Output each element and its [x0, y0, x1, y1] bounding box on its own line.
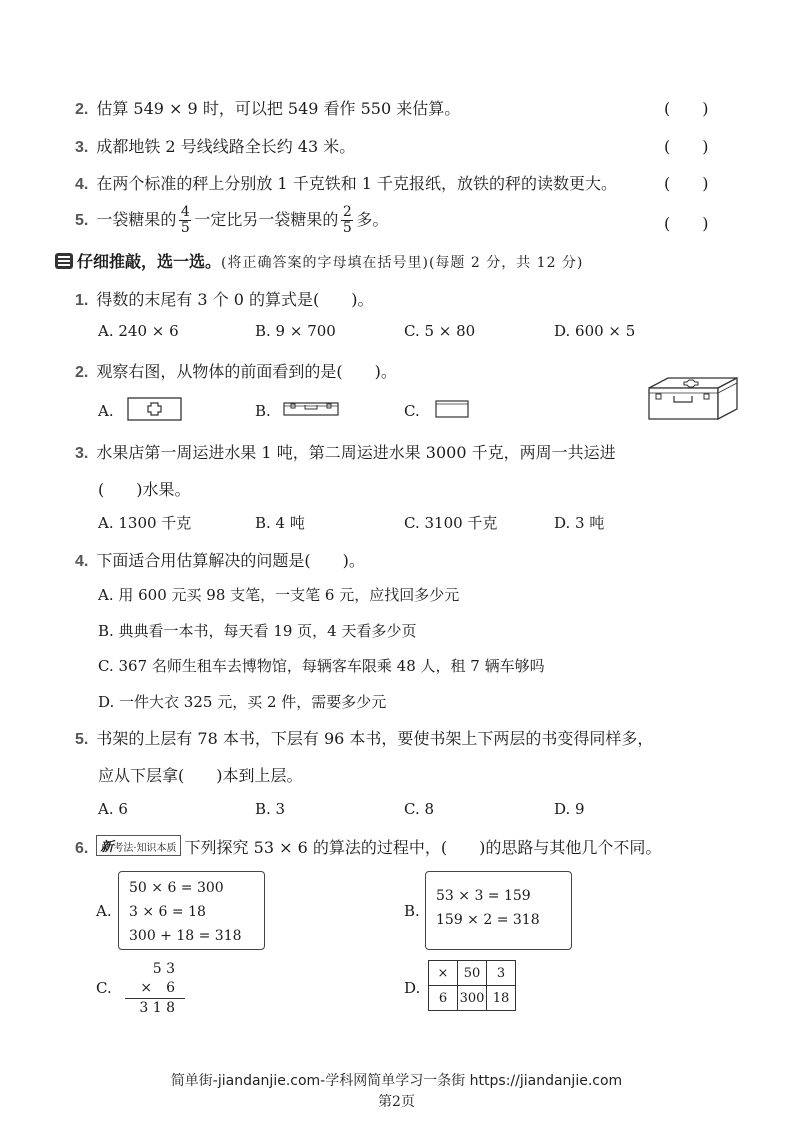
item-text: 成都地铁 2 号线线路全长约 43 米。 — [96, 137, 356, 156]
option-d-label[interactable]: D. — [404, 979, 421, 997]
fraction — [179, 205, 191, 236]
option-c-label[interactable]: C. — [96, 979, 112, 997]
option-d[interactable]: D. 一件大衣 325 元，买 2 件，需要多少元 — [98, 693, 387, 711]
question-text: 观察右图，从物体的前面看到的是( )。 — [96, 362, 397, 381]
fraction-numerator: 4 — [180, 204, 190, 220]
question-5 — [75, 726, 653, 749]
tag-rest: 考法·知识本质 — [113, 843, 177, 854]
option-a-box[interactable] — [118, 871, 265, 950]
front-view-b-icon[interactable] — [283, 401, 339, 417]
front-view-c-icon[interactable] — [435, 400, 469, 418]
option-b-box[interactable] — [425, 871, 572, 950]
question-text: 水果店第一周运进水果 1 吨，第二周运进水果 3000 千克，两周一共运进 — [96, 443, 616, 462]
product: 3 1 8 — [139, 1000, 175, 1016]
item-text: 在两个标准的秤上分别放 1 千克铁和 1 千克报纸，放铁的秤的读数更大。 — [96, 174, 618, 193]
option-a[interactable]: A. 用 600 元买 98 支笔，一支笔 6 元，应找回多少元 — [98, 586, 460, 604]
option-b-label[interactable]: B. — [404, 902, 420, 920]
option-d[interactable]: D. 600 × 5 — [554, 322, 636, 340]
option-c[interactable]: C. 8 — [404, 800, 435, 818]
grid-cell: 6 — [429, 986, 458, 1011]
item-number: 2. — [75, 101, 89, 118]
item-text: 一定比另一袋糖果的 — [194, 210, 339, 229]
question-6 — [75, 835, 661, 858]
answer-paren[interactable]: ( ) — [664, 214, 709, 233]
question-text: 书架的上层有 78 本书，下层有 96 本书，要使书架上下两层的书变得同样多， — [96, 729, 654, 748]
item-number: 2. — [75, 364, 89, 381]
item-number: 4. — [75, 176, 89, 193]
answer-paren[interactable]: ( ) — [664, 99, 709, 118]
tag-main: 新 — [100, 840, 114, 855]
toolbox-figure-icon — [646, 376, 740, 422]
option-d[interactable]: D. 9 — [554, 800, 585, 818]
calc-line: 300 + 18 = 318 — [129, 928, 242, 944]
item-number: 5. — [75, 212, 89, 229]
page-number: 第2页 — [378, 1094, 415, 1110]
judge-item-5 — [75, 203, 388, 238]
answer-paren[interactable]: ( ) — [664, 174, 709, 193]
new-exam-tag — [96, 835, 180, 856]
item-number: 4. — [75, 553, 89, 570]
vertical-multiplication[interactable] — [125, 960, 185, 1018]
calc-line: 159 × 2 = 318 — [436, 912, 540, 928]
front-view-a-icon[interactable] — [127, 397, 182, 421]
calc-line: 53 × 3 = 159 — [436, 888, 531, 904]
option-b[interactable]: B. — [255, 402, 271, 420]
fraction — [341, 205, 353, 236]
fraction-denominator: 5 — [342, 220, 352, 236]
section-title: 仔细推敲，选一选。 — [77, 252, 222, 271]
option-b[interactable]: B. 4 吨 — [255, 514, 305, 532]
option-d-grid[interactable] — [428, 960, 516, 1011]
grid-cell: 3 — [487, 961, 516, 986]
multiplicand: 5 3 — [152, 961, 175, 977]
item-number: 5. — [75, 731, 89, 748]
option-a[interactable]: A. — [98, 402, 114, 420]
option-a[interactable]: A. 240 × 6 — [98, 322, 179, 340]
question-3 — [75, 440, 616, 463]
option-a-label[interactable]: A. — [96, 902, 112, 920]
answer-paren[interactable]: ( ) — [664, 137, 709, 156]
question-text: 下面适合用估算解决的问题是( )。 — [96, 551, 365, 570]
question-4 — [75, 548, 365, 571]
item-number: 1. — [75, 292, 89, 309]
section-note: (将正确答案的字母填在括号里)(每题 2 分，共 12 分) — [221, 255, 584, 271]
footer-watermark: 简单街-jiandanjie.com-学科网简单学习一条街 https://jiandanjie.com — [170, 1073, 623, 1089]
option-b[interactable]: B. 典典看一本书，每天看 19 页，4 天看多少页 — [98, 622, 417, 640]
question-5-cont: 应从下层拿( )本到上层。 — [98, 766, 303, 785]
question-3-cont: ( )水果。 — [98, 480, 191, 499]
fraction-numerator: 2 — [342, 204, 352, 220]
calc-line: 50 × 6 = 300 — [129, 880, 224, 896]
option-c[interactable]: C. — [404, 402, 420, 420]
item-number: 6. — [75, 840, 89, 857]
question-text: 下列探究 53 × 6 的算法的过程中，( )的思路与其他几个不同。 — [184, 838, 662, 857]
item-number: 3. — [75, 139, 89, 156]
grid-cell: 18 — [487, 986, 516, 1011]
section-header — [55, 249, 583, 272]
section-three-icon — [55, 253, 73, 269]
calc-line: 3 × 6 = 18 — [129, 904, 206, 920]
option-c[interactable]: C. 367 名师生租车去博物馆，每辆客车限乘 48 人，租 7 辆车够吗 — [98, 657, 545, 675]
item-text: 估算 549 × 9 时，可以把 549 看作 550 来估算。 — [96, 99, 461, 118]
option-b[interactable]: B. 3 — [255, 800, 286, 818]
grid-cell: × — [429, 961, 458, 986]
grid-cell: 300 — [458, 986, 487, 1011]
option-c[interactable]: C. 5 × 80 — [404, 322, 476, 340]
item-number: 3. — [75, 445, 89, 462]
judge-item-3 — [75, 134, 355, 157]
item-text: 一袋糖果的 — [96, 210, 177, 229]
judge-item-2 — [75, 96, 460, 119]
question-1 — [75, 287, 374, 310]
judge-item-4 — [75, 171, 617, 194]
option-a[interactable]: A. 6 — [98, 800, 128, 818]
fraction-denominator: 5 — [180, 220, 190, 236]
option-c[interactable]: C. 3100 千克 — [404, 514, 498, 532]
multiplier: × 6 — [125, 979, 185, 999]
question-text: 得数的末尾有 3 个 0 的算式是( )。 — [96, 290, 374, 309]
option-a[interactable]: A. 1300 千克 — [98, 514, 192, 532]
grid-cell: 50 — [458, 961, 487, 986]
item-text: 多。 — [356, 210, 389, 229]
option-d[interactable]: D. 3 吨 — [554, 514, 605, 532]
option-b[interactable]: B. 9 × 700 — [255, 322, 336, 340]
question-2 — [75, 359, 397, 382]
